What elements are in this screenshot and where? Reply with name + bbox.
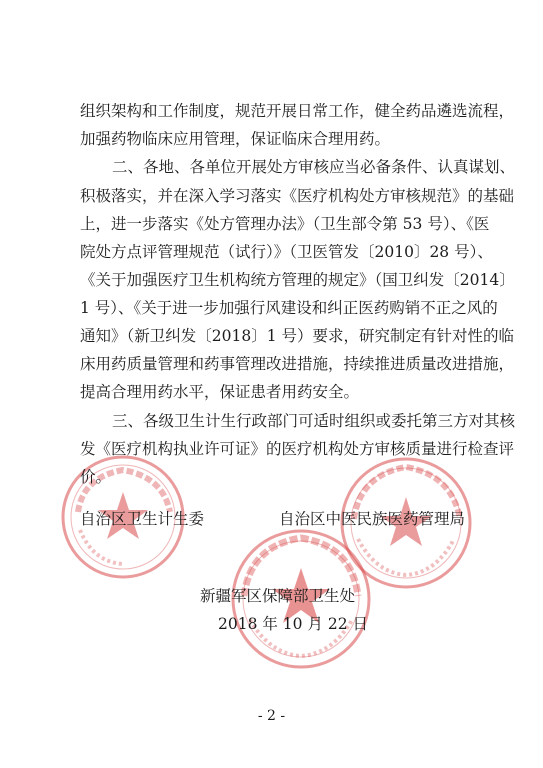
body-line: 1 号）、《关于进一步加强行风建设和纠正医药购销不正之风的 — [80, 299, 498, 317]
body-line: 上，进一步落实《处方管理办法》（卫生部令第 53 号）、《医 — [80, 215, 490, 233]
signature-center: 新疆军区保障部卫生处 — [200, 587, 356, 605]
body-line: 积极落实，并在深入学习落实《医疗机构处方审核规范》的基础 — [80, 187, 515, 205]
body-line: 院处方点评管理规范（试行）》（卫医管发〔2010〕28 号）、 — [80, 243, 493, 261]
body-line: 提高合理用药水平，保证患者用药安全。 — [80, 383, 360, 401]
body-line: 通知》（新卫纠发〔2018〕1 号）要求，研究制定有针对性的临 — [80, 327, 514, 345]
body-line: 二、各地、各单位开展处方审核应当必备条件、认真谋划、 — [112, 158, 516, 176]
body-line: 价。 — [80, 468, 112, 486]
body-line: 发《医疗机构执业许可证》的医疗机构处方审核质量进行检查评 — [80, 440, 515, 458]
signature-date: 2018 年 10 月 22 日 — [218, 615, 369, 633]
body-line: 床用药质量管理和药事管理改进措施，持续推进质量改进措施， — [80, 355, 515, 373]
body-line: 三、各级卫生计生行政部门可适时组织或委托第三方对其核 — [112, 412, 516, 430]
body-line: 《关于加强医疗卫生机构统方管理的规定》（国卫纠发〔2014〕 — [80, 271, 515, 289]
signature-right: 自治区中医民族医药管理局 — [279, 510, 466, 528]
body-line: 组织架构和工作制度，规范开展日常工作，健全药品遴选流程， — [80, 102, 515, 120]
page-number: - 2 - — [257, 708, 286, 724]
signature-left: 自治区卫生计生委 — [80, 510, 205, 528]
body-line: 加强药物临床应用管理，保证临床合理用药。 — [80, 130, 391, 148]
